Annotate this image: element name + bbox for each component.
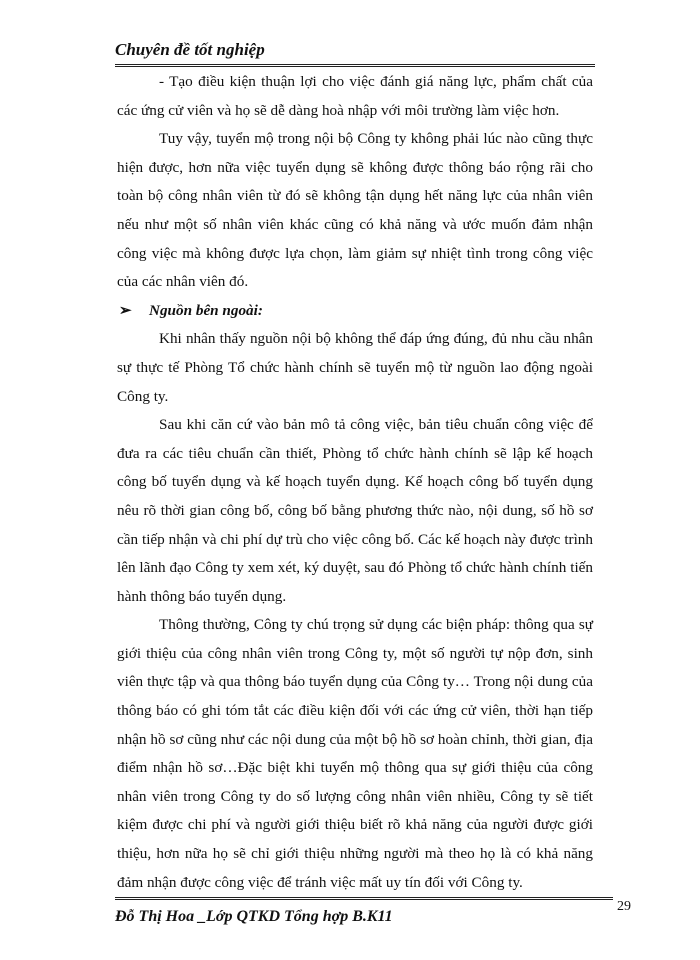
header-divider [115,64,595,67]
section-heading [117,297,593,326]
paragraph-recruitment-methods: Thông thường, Công ty chú trọng sử dụng các biện pháp: thông qua sự giới thiệu của công nhân viên trong Công ty, một số người tự nộp đơn, sinh viên thực tập và qua thông báo tuyển dụng của Công ty… Trong nội dung của thông báo có ghi tóm tắt các điều kiện đối với các ứng cử viên, thời hạn tiếp nhận hồ sơ cũng như các nội dung của một bộ hồ sơ hoàn chỉnh, thời gian, địa điểm nhận hồ sơ…Đặc biệt khi tuyển mộ thông qua sự giới thiệu của công nhân viên trong Công ty do số lượng công nhân viên nhiều, Công ty sẽ tiết kiệm được chi phí và người giới thiệu biết rõ khả năng của người được giới thiệu, hơn nữa họ sẽ chỉ giới thiệu những người mà theo họ là có khả năng đảm nhận được công việc để tránh việc mất uy tín đối với Công ty. [117,616,593,891]
section-heading-text: Nguồn bên ngoài: [149,301,263,319]
arrow-bullet-icon: ➢ [119,301,132,319]
footer-author: Đỗ Thị Hoa _Lớp QTKD Tổng hợp B.K11 [115,908,393,925]
page-header-title: Chuyên đề tốt nghiệp [115,40,265,59]
paragraph-external-intro: Khi nhân thấy nguồn nội bộ không thể đáp ứng đúng, đủ nhu cầu nhân sự thực tế Phòng Tổ chức hành chính sẽ tuyển mộ từ nguồn lao động ngoài Công ty. [117,330,593,405]
page-number: 29 [617,899,631,914]
document-body [117,68,593,897]
paragraph-recruitment-plan: Sau khi căn cứ vào bản mô tả công việc, bản tiêu chuẩn công việc để đưa ra các tiêu chuẩn cần thiết, Phòng tổ chức hành chính sẽ lập kế hoạch công bố tuyển dụng và kế hoạch tuyển dụng. Kế hoạch công bố tuyển dụng nêu rõ thời gian công bố, công bố bằng phương thức nào, nội dung, số hồ sơ cần tiếp nhận và chi phí dự trù cho việc công bố. Các kế hoạch này được trình lên lãnh đạo Công ty xem xét, ký duyệt, sau đó Phòng tổ chức hành chính tiến hành thông báo tuyển dụng. [117,416,593,605]
paragraph-internal-limitations: Tuy vậy, tuyển mộ trong nội bộ Công ty không phải lúc nào cũng thực hiện được, hơn nữa việc tuyển dụng sẽ không được thông báo rộng rãi cho toàn bộ công nhân viên từ đó sẽ không tận dụng hết năng lực của nhân viên nếu như một số nhân viên khác cũng có khả năng và ước muốn đảm nhận công việc mà không được lựa chọn, làm giảm sự nhiệt tình trong công việc của các nhân viên đó. [117,130,593,291]
footer-divider [115,897,613,900]
paragraph-advantage: - Tạo điều kiện thuận lợi cho việc đánh giá năng lực, phẩm chất của các ứng cử viên và họ sẽ dễ dàng hoà nhập với môi trường làm việc hơn. [117,73,593,119]
